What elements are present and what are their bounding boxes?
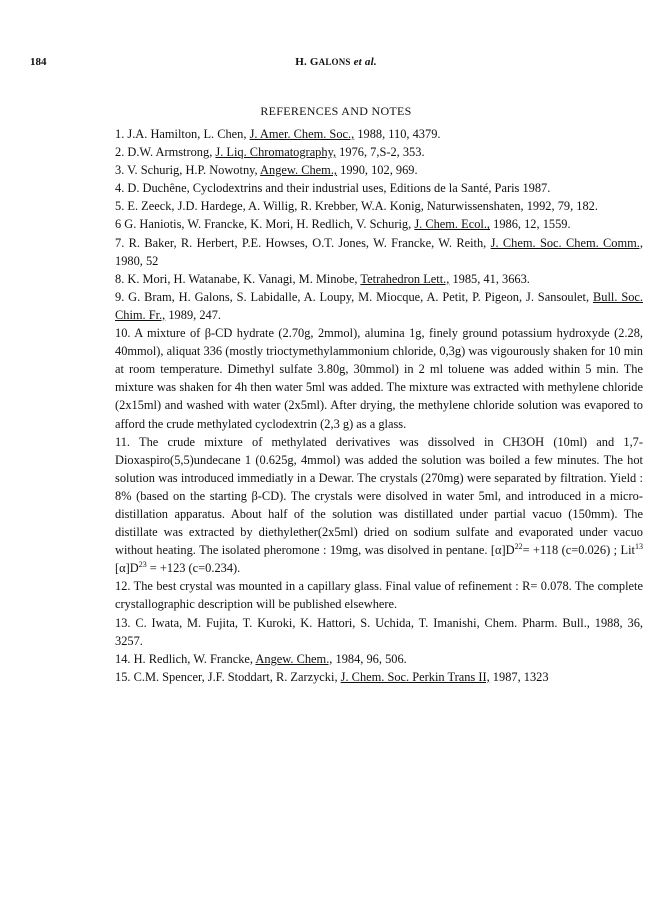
reference-15 [115, 668, 643, 686]
journal-name: J. Liq. Chromatography, [215, 145, 337, 160]
reference-3 [115, 161, 643, 179]
journal-name: Angew. Chem., [260, 163, 338, 178]
reference-authors: 8. K. Mori, H. Watanabe, K. Vanagi, M. Minobe, [115, 271, 361, 286]
note-12: 12. The best crystal was mounted in a capillary glass. Final value of refinement : R= 0.078. The complete crystallographic description will be published elsewhere. [115, 579, 643, 612]
note-text: = +123 (c=0.234). [146, 561, 241, 576]
superscript: 22 [514, 542, 523, 552]
reference-citation: 1980, 52 [115, 253, 159, 268]
superscript: 23 [138, 560, 147, 570]
section-title: REFERENCES AND NOTES [260, 104, 412, 118]
reference-13: 13. C. Iwata, M. Fujita, T. Kuroki, K. Hattori, S. Uchida, T. Imanishi, Chem. Pharm. Bull., 1988, 36, 3257. [115, 615, 643, 648]
reference-4: 4. D. Duchêne, Cyclodextrins and their industrial uses, Editions de la Santé, Paris 1987. [115, 181, 551, 196]
reference-authors: 6 G. Haniotis, W. Francke, K. Mori, H. Redlich, V. Schurig, [115, 217, 415, 232]
journal-name: J. Chem. Soc. Chem. Comm., [490, 235, 643, 250]
reference-citation: 1984, 96, 506. [332, 651, 407, 666]
reference-citation: 1986, 12, 1559. [490, 217, 571, 232]
reference-9 [115, 288, 643, 324]
reference-1 [115, 125, 643, 143]
reference-authors: 7. R. Baker, R. Herbert, P.E. Howses, O.T. Jones, W. Francke, W. Reith, [115, 235, 491, 250]
journal-name: Bull. Soc. Chim. Fr., [115, 289, 643, 322]
reference-citation: 1985, 41, 3663. [449, 271, 530, 286]
reference-7 [115, 234, 643, 270]
reference-14 [115, 650, 643, 668]
note-11 [115, 433, 643, 578]
reference-8 [115, 270, 643, 288]
running-head-author-name: ALONS [318, 57, 351, 67]
reference-authors: 2. D.W. Armstrong, [115, 145, 216, 160]
running-head [0, 56, 672, 68]
journal-name: J. Chem. Ecol., [414, 217, 491, 232]
journal-name: J. Amer. Chem. Soc., [249, 127, 355, 141]
reference-authors: 14. H. Redlich, W. Francke, [115, 651, 256, 666]
reference-2 [115, 143, 643, 161]
reference-citation: 1987, 1323 [489, 669, 549, 684]
journal-name: Angew. Chem., [255, 651, 333, 666]
reference-citation: 1990, 102, 969. [337, 163, 418, 178]
reference-6 [115, 215, 643, 233]
note-text: [α]D [115, 561, 139, 576]
running-head-author-initial: H. G [295, 56, 319, 68]
note-text: = +118 (c=0.026) ; Lit [522, 543, 635, 558]
reference-authors: 9. G. Bram, H. Galons, S. Labidalle, A. Loupy, M. Miocque, A. Petit, P. Pigeon, J. Sansoulet, [115, 289, 593, 304]
reference-authors: 3. V. Schurig, H.P. Nowotny, [115, 163, 261, 178]
journal-name: J. Chem. Soc. Perkin Trans II, [340, 669, 490, 684]
superscript: 13 [634, 542, 643, 552]
reference-citation: 1976, 7,S-2, 353. [336, 145, 425, 160]
reference-list [115, 125, 643, 686]
journal-name: Tetrahedron Lett., [360, 271, 450, 286]
reference-citation: 1989, 247. [165, 307, 222, 322]
reference-citation: 1988, 110, 4379. [354, 127, 441, 141]
page-number: 184 [30, 56, 47, 68]
running-head-etal: et al. [353, 56, 377, 68]
note-10: 10. A mixture of β-CD hydrate (2.70g, 2mmol), alumina 1g, finely ground potassium hydroxyde (2.28, 40mmol), aliquat 336 (mostly trioctymethylammonium chloride, 0,3g) was vigourously shaken for 10 min at room temperature. Dimethyl sulfate 3.80g, 30mmol) in 2 ml toluene was added within 5 min. The mixture was shaken for 4h then water 5ml was added. The mixture was extracted with methylene chloride (2x15ml) and washed with water (2x5ml). After drying, the methylene chloride solution was evapored to afford the crude methylated cyclodextrin (2,3 g) as a glass. [115, 326, 643, 431]
note-text: 11. The crude mixture of methylated derivatives was dissolved in CH3OH (10ml) and 1,7-Dioxaspiro(5,5)undecane 1 (0.625g, 4mmol) was added the solution was boiled a few minutes. The hot solution was introduced immediatly in a Dewar. The crystals (270mg) were separated by filtration. Yield : 8% (based on the starting β-CD). The crystals were disolved in water 5ml, and introduced in a micro-distillation apparatus. About half of the solution was distillated under partial vacuo (150mm). The distillate was extracted by diethylether(2x5ml) dried on sodium sulfate and evaporated under vacuo without heating. The isolated pheromone : 19mg, was disolved in pentane. [α]D [115, 434, 643, 558]
reference-5: 5. E. Zeeck, J.D. Hardege, A. Willig, R. Krebber, W.A. Konig, Naturwissenshaten, 1992, 79, 182. [115, 199, 598, 214]
reference-authors: 15. C.M. Spencer, J.F. Stoddart, R. Zarzycki, [115, 669, 341, 684]
reference-authors: 1. J.A. Hamilton, L. Chen, [115, 127, 250, 141]
